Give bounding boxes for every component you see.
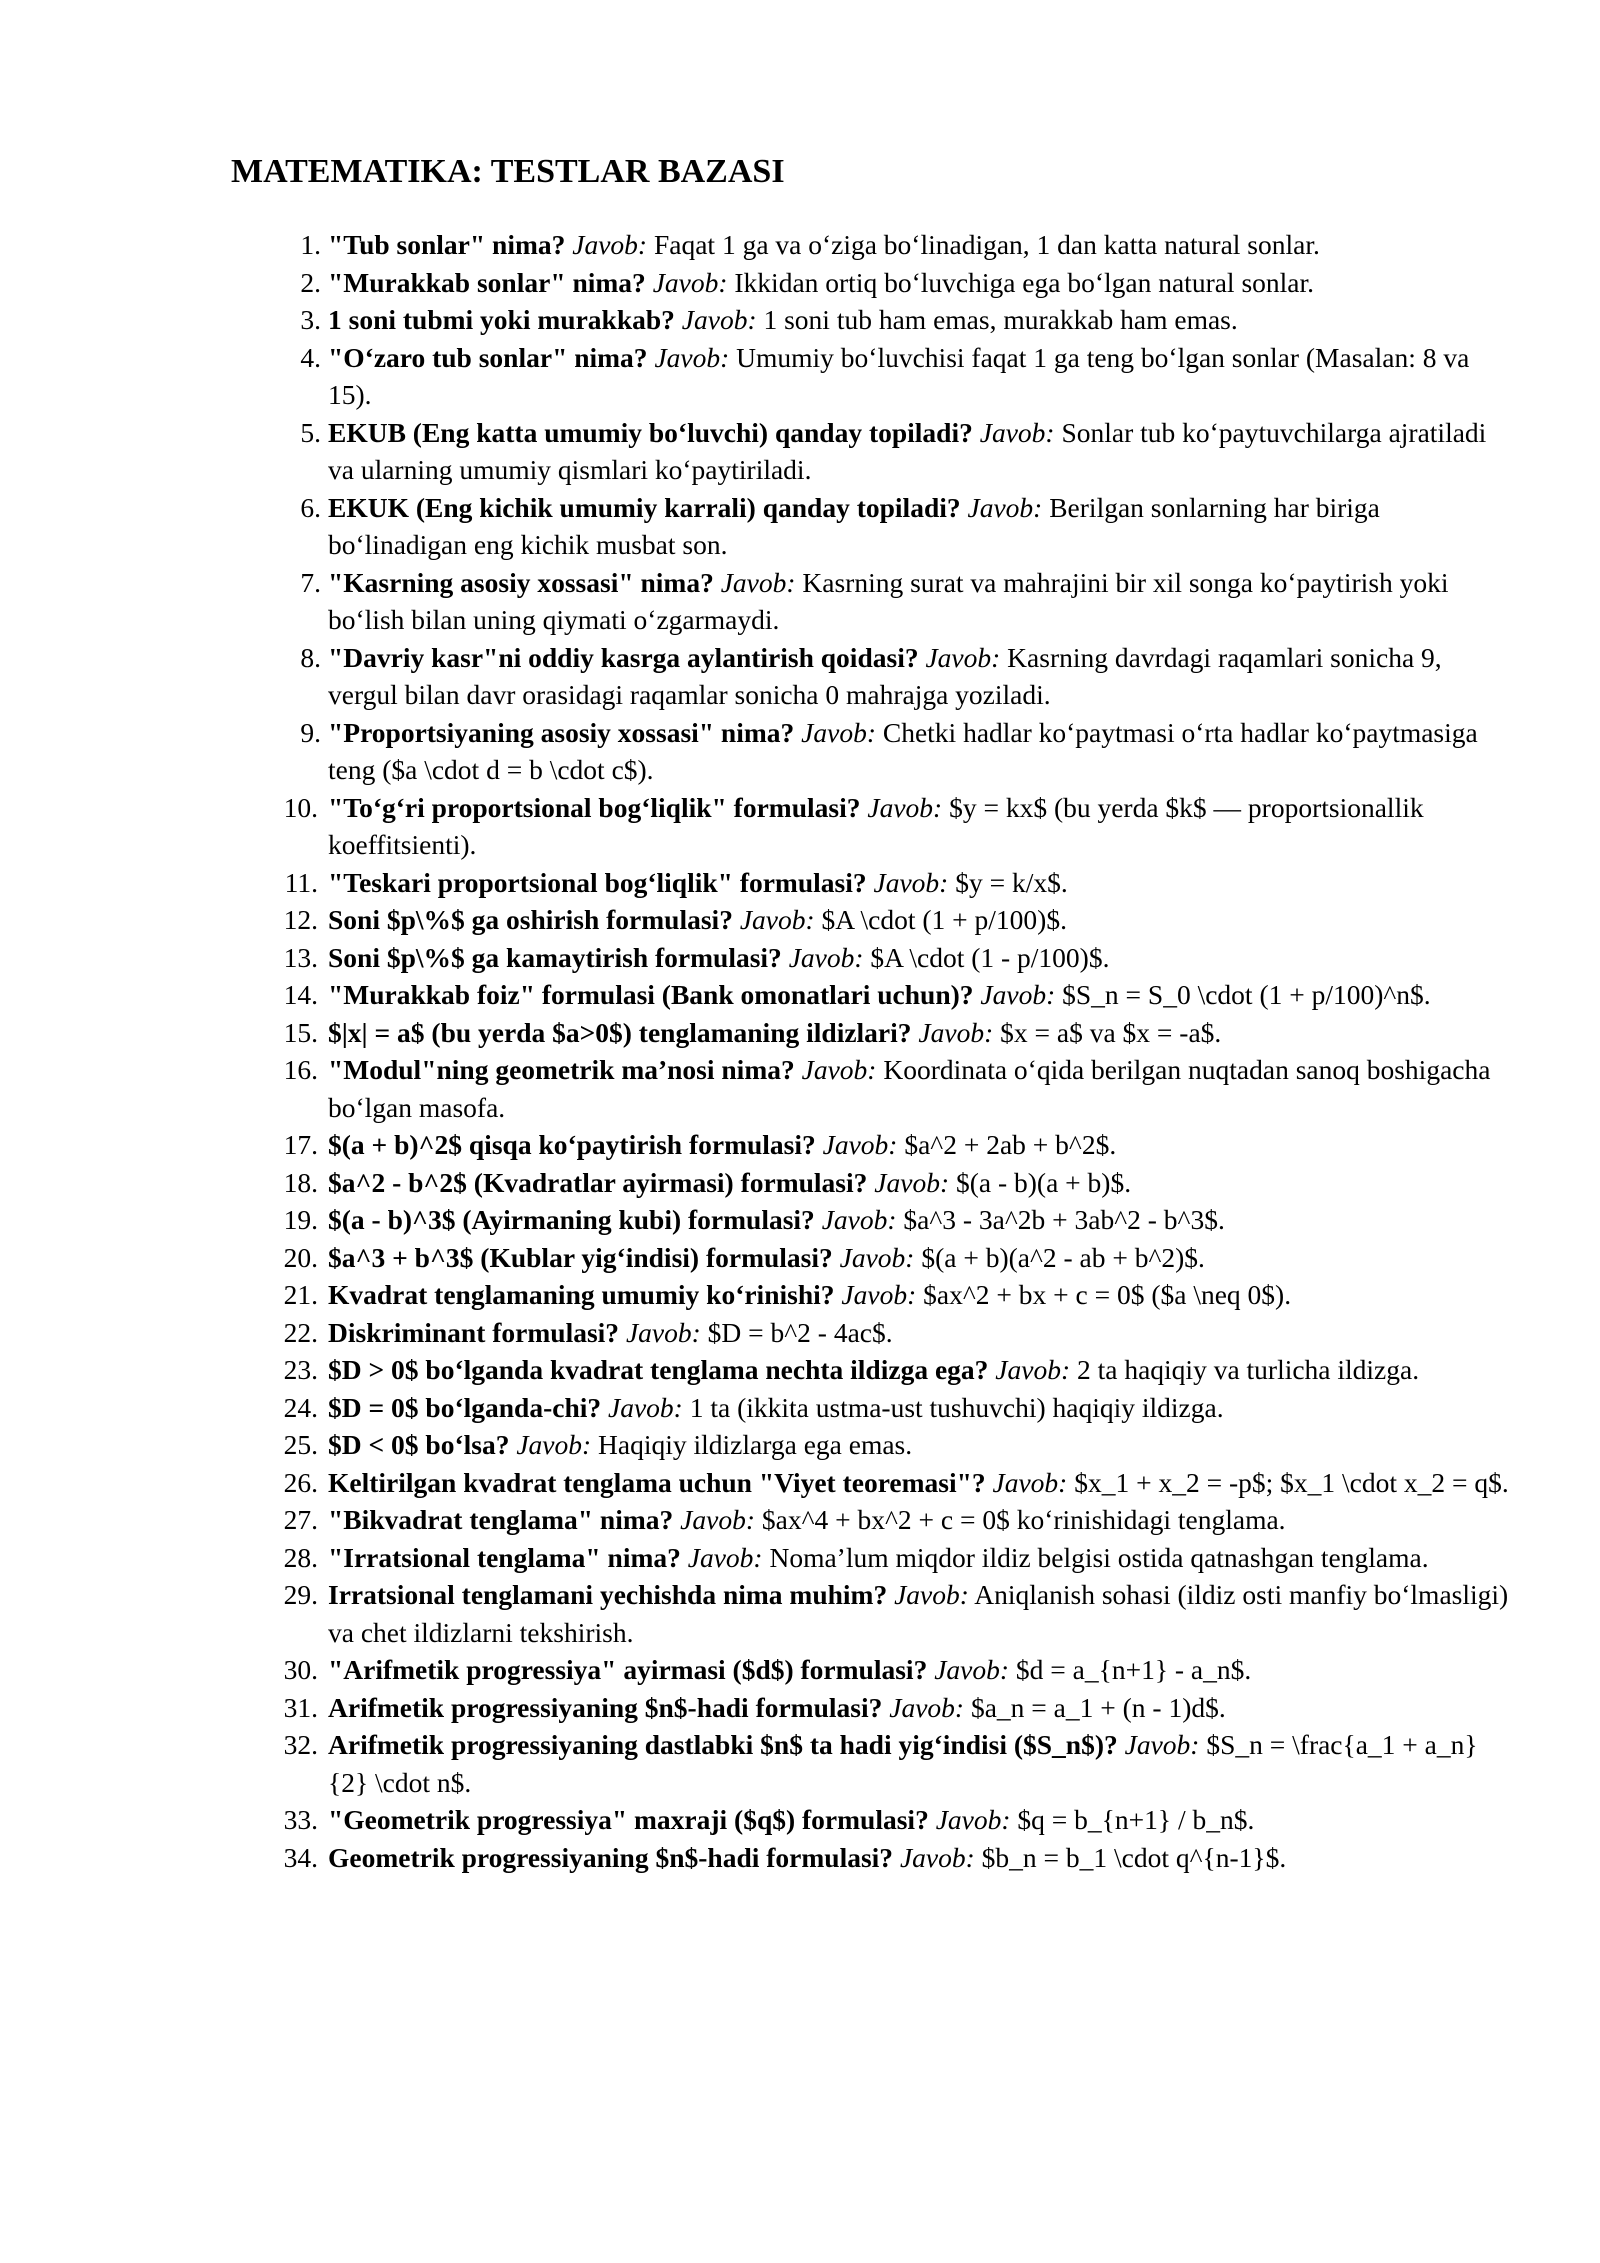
answer-text: Aniqlanish sohasi (ildiz osti manfiy bo‘lmasligi) va chet ildizlarni tekshirish. bbox=[328, 1579, 1509, 1648]
list-item bbox=[0, 639, 1513, 714]
answer-label: Javob: bbox=[652, 266, 728, 298]
list-item bbox=[0, 1389, 1513, 1427]
answer-text: $A \cdot (1 - p/100)$. bbox=[870, 941, 1110, 973]
list-item bbox=[0, 1539, 1513, 1577]
list-item bbox=[0, 301, 1513, 339]
list-item bbox=[0, 414, 1513, 489]
answer-label: Javob: bbox=[918, 1016, 994, 1048]
answer-label: Javob: bbox=[625, 1316, 701, 1348]
answer-text: $a^2 + 2ab + b^2$. bbox=[904, 1129, 1117, 1160]
list-item bbox=[0, 1351, 1513, 1389]
page-title: MATEMATIKA: TESTLAR BAZASI bbox=[231, 153, 785, 190]
list-item bbox=[0, 1576, 1513, 1651]
question-text: Geometrik progressiyaning $n$-hadi formulasi? bbox=[328, 1841, 894, 1873]
answer-text: $b_n = b_1 \cdot q^{n-1}$. bbox=[981, 1841, 1287, 1873]
item-number: 8. bbox=[300, 641, 321, 673]
question-text: "To‘g‘ri proportsional bog‘liqlik" formulasi? bbox=[328, 791, 861, 823]
item-number: 19. bbox=[283, 1204, 318, 1235]
item-number: 16. bbox=[283, 1054, 318, 1085]
answer-label: Javob: bbox=[821, 1204, 897, 1235]
answer-text: $S_n = S_0 \cdot (1 + p/100)^n$. bbox=[1062, 979, 1431, 1010]
item-number: 10. bbox=[283, 791, 318, 823]
question-text: "Murakkab sonlar" nima? bbox=[328, 266, 646, 298]
answer-text: Berilgan sonlarning har biriga bo‘linadigan eng kichik musbat son. bbox=[328, 491, 1380, 560]
question-text: $D = 0$ bo‘lganda-chi? bbox=[328, 1391, 602, 1423]
item-number: 25. bbox=[283, 1429, 318, 1460]
question-text: $D < 0$ bo‘lsa? bbox=[328, 1429, 510, 1460]
question-text: $a^3 + b^3$ (Kublar yig‘indisi) formulasi? bbox=[328, 1241, 833, 1273]
item-number: 5. bbox=[300, 416, 321, 448]
answer-label: Javob: bbox=[1124, 1729, 1200, 1760]
question-text: "Proportsiyaning asosiy xossasi" nima? bbox=[328, 716, 795, 748]
item-number: 20. bbox=[283, 1241, 318, 1273]
answer-text: Koordinata o‘qida berilgan nuqtadan sanoq boshigacha bo‘lgan masofa. bbox=[328, 1054, 1491, 1123]
answer-text: Sonlar tub ko‘paytuvchilarga ajratiladi va ularning umumiy qismlari ko‘paytiriladi. bbox=[328, 416, 1487, 485]
question-text: Soni $p\%$ ga oshirish formulasi? bbox=[328, 904, 733, 935]
item-number: 30. bbox=[283, 1654, 318, 1685]
answer-text: $d = a_{n+1} - a_n$. bbox=[1015, 1654, 1252, 1685]
question-text: $(a + b)^2$ qisqa ko‘paytirish formulasi? bbox=[328, 1129, 816, 1160]
answer-text: 1 ta (ikkita ustma-ust tushuvchi) haqiqiy ildizga. bbox=[689, 1391, 1224, 1423]
list-item bbox=[0, 789, 1513, 864]
item-number: 13. bbox=[283, 941, 318, 973]
answer-label: Javob: bbox=[680, 1504, 755, 1535]
list-item bbox=[0, 1801, 1513, 1839]
answer-text: $S_n = \frac{a_1 + a_n}{2} \cdot n$. bbox=[328, 1729, 1478, 1798]
question-text: "Bikvadrat tenglama" nima? bbox=[328, 1504, 674, 1535]
answer-label: Javob: bbox=[889, 1691, 965, 1723]
list-item bbox=[0, 1201, 1513, 1239]
answer-text: 2 ta haqiqiy va turlicha ildizga. bbox=[1076, 1354, 1420, 1385]
answer-label: Javob: bbox=[788, 941, 864, 973]
item-number: 32. bbox=[283, 1729, 318, 1760]
list-item bbox=[0, 1726, 1513, 1801]
question-text: EKUK (Eng kichik umumiy karrali) qanday topiladi? bbox=[328, 491, 961, 523]
answer-label: Javob: bbox=[967, 491, 1043, 523]
question-text: Arifmetik progressiyaning $n$-hadi formulasi? bbox=[328, 1691, 883, 1723]
answer-text: $A \cdot (1 + p/100)$. bbox=[821, 904, 1067, 935]
list-item bbox=[0, 1314, 1513, 1352]
list-item bbox=[0, 489, 1513, 564]
answer-label: Javob: bbox=[874, 1166, 950, 1198]
answer-text: $(a - b)(a + b)$. bbox=[955, 1166, 1132, 1198]
item-number: 27. bbox=[283, 1504, 318, 1535]
question-text: Soni $p\%$ ga kamaytirish formulasi? bbox=[328, 941, 782, 973]
list-item bbox=[0, 901, 1513, 939]
list-item bbox=[0, 1426, 1513, 1464]
answer-label: Javob: bbox=[687, 1541, 763, 1573]
answer-text: $y = k/x$. bbox=[955, 866, 1068, 898]
list-item bbox=[0, 226, 1513, 264]
answer-label: Javob: bbox=[995, 1354, 1071, 1385]
list-item bbox=[0, 1164, 1513, 1202]
answer-label: Javob: bbox=[739, 904, 815, 935]
list-item bbox=[0, 1839, 1513, 1877]
question-list bbox=[0, 226, 1600, 1876]
question-text: "Arifmetik progressiya" ayirmasi ($d$) formulasi? bbox=[328, 1654, 928, 1685]
answer-text: $ax^2 + bx + c = 0$ ($a \neq 0$). bbox=[923, 1279, 1292, 1310]
answer-text: $(a + b)(a^2 - ab + b^2)$. bbox=[921, 1241, 1205, 1273]
question-text: "Teskari proportsional bog‘liqlik" formulasi? bbox=[328, 866, 867, 898]
list-item bbox=[0, 1014, 1513, 1052]
answer-text: Haqiqiy ildizlarga ega emas. bbox=[598, 1429, 913, 1460]
answer-text: $x_1 + x_2 = -p$; $x_1 \cdot x_2 = q$. bbox=[1074, 1466, 1509, 1498]
answer-label: Javob: bbox=[654, 341, 730, 373]
item-number: 11. bbox=[284, 866, 318, 898]
item-number: 18. bbox=[283, 1166, 318, 1198]
answer-label: Javob: bbox=[608, 1391, 683, 1423]
answer-label: Javob: bbox=[935, 1804, 1011, 1835]
list-item bbox=[0, 1239, 1513, 1277]
answer-label: Javob: bbox=[516, 1429, 592, 1460]
item-number: 21. bbox=[283, 1279, 318, 1310]
answer-text: $x = a$ va $x = -a$. bbox=[1000, 1016, 1222, 1048]
item-number: 29. bbox=[283, 1579, 318, 1610]
question-text: Kvadrat tenglamaning umumiy ko‘rinishi? bbox=[328, 1279, 835, 1310]
question-text: "O‘zaro tub sonlar" nima? bbox=[328, 341, 648, 373]
list-item bbox=[0, 339, 1513, 414]
list-item bbox=[0, 1689, 1513, 1727]
item-number: 23. bbox=[283, 1354, 318, 1385]
question-text: Keltirilgan kvadrat tenglama uchun "Viyet teoremasi"? bbox=[328, 1466, 986, 1498]
list-item bbox=[0, 1651, 1513, 1689]
answer-text: $D = b^2 - 4ac$. bbox=[707, 1316, 893, 1348]
list-item bbox=[0, 1464, 1513, 1502]
answer-label: Javob: bbox=[925, 641, 1001, 673]
question-text: $(a - b)^3$ (Ayirmaning kubi) formulasi? bbox=[328, 1204, 815, 1235]
item-number: 22. bbox=[283, 1316, 318, 1348]
answer-text: Kasrning surat va mahrajini bir xil songa ko‘paytirish yoki bo‘lish bilan uning qiymati o‘zgarmaydi. bbox=[328, 566, 1449, 635]
item-number: 9. bbox=[300, 716, 321, 748]
list-item bbox=[0, 976, 1513, 1014]
question-text: Irratsional tenglamani yechishda nima muhim? bbox=[328, 1579, 888, 1610]
item-number: 3. bbox=[300, 304, 321, 335]
answer-label: Javob: bbox=[980, 979, 1056, 1010]
question-text: "Kasrning asosiy xossasi" nima? bbox=[328, 566, 714, 598]
answer-label: Javob: bbox=[801, 1054, 877, 1085]
answer-text: $q = b_{n+1} / b_n$. bbox=[1017, 1804, 1255, 1835]
answer-label: Javob: bbox=[867, 791, 943, 823]
list-item bbox=[0, 939, 1513, 977]
answer-label: Javob: bbox=[839, 1241, 915, 1273]
answer-label: Javob: bbox=[681, 304, 757, 335]
question-text: $a^2 - b^2$ (Kvadratlar ayirmasi) formulasi? bbox=[328, 1166, 868, 1198]
question-text: Arifmetik progressiyaning dastlabki $n$ ta hadi yig‘indisi ($S_n$)? bbox=[328, 1729, 1118, 1760]
item-number: 6. bbox=[300, 491, 321, 523]
item-number: 4. bbox=[300, 341, 321, 373]
answer-label: Javob: bbox=[894, 1579, 969, 1610]
item-number: 1. bbox=[300, 229, 321, 260]
question-text: "Davriy kasr"ni oddiy kasrga aylantirish qoidasi? bbox=[328, 641, 919, 673]
answer-label: Javob: bbox=[572, 229, 648, 260]
answer-text: $a^3 - 3a^2b + 3ab^2 - b^3$. bbox=[903, 1204, 1225, 1235]
item-number: 12. bbox=[283, 904, 318, 935]
question-text: 1 soni tubmi yoki murakkab? bbox=[328, 304, 675, 335]
item-number: 7. bbox=[300, 566, 321, 598]
answer-text: $y = kx$ (bu yerda $k$ — proportsionallik koeffitsienti). bbox=[328, 791, 1424, 860]
answer-label: Javob: bbox=[992, 1466, 1068, 1498]
list-item bbox=[0, 714, 1513, 789]
answer-label: Javob: bbox=[899, 1841, 975, 1873]
answer-label: Javob: bbox=[873, 866, 949, 898]
item-number: 24. bbox=[283, 1391, 318, 1423]
answer-text: Ikkidan ortiq bo‘luvchiga ega bo‘lgan natural sonlar. bbox=[734, 266, 1315, 298]
list-item bbox=[0, 1126, 1513, 1164]
question-text: "Modul"ning geometrik ma’nosi nima? bbox=[328, 1054, 795, 1085]
item-number: 14. bbox=[283, 979, 318, 1010]
item-number: 28. bbox=[283, 1541, 318, 1573]
question-text: $D > 0$ bo‘lganda kvadrat tenglama nechta ildizga ega? bbox=[328, 1354, 989, 1385]
answer-label: Javob: bbox=[979, 416, 1055, 448]
answer-label: Javob: bbox=[720, 566, 796, 598]
answer-text: Kasrning davrdagi raqamlari sonicha 9, vergul bilan davr orasidagi raqamlar sonicha 0 mahrajga yoziladi. bbox=[328, 641, 1442, 710]
answer-label: Javob: bbox=[934, 1654, 1010, 1685]
question-text: $|x| = a$ (bu yerda $a>0$) tenglamaning ildizlari? bbox=[328, 1016, 912, 1048]
question-text: Diskriminant formulasi? bbox=[328, 1316, 620, 1348]
answer-label: Javob: bbox=[801, 716, 876, 748]
item-number: 31. bbox=[283, 1691, 318, 1723]
answer-text: Umumiy bo‘luvchisi faqat 1 ga teng bo‘lgan sonlar (Masalan: 8 va 15). bbox=[328, 341, 1470, 410]
question-text: "Irratsional tenglama" nima? bbox=[328, 1541, 681, 1573]
question-text: "Murakkab foiz" formulasi (Bank omonatlari uchun)? bbox=[328, 979, 974, 1010]
question-text: "Tub sonlar" nima? bbox=[328, 229, 566, 260]
question-text: EKUB (Eng katta umumiy bo‘luvchi) qanday topiladi? bbox=[328, 416, 973, 448]
list-item bbox=[0, 1276, 1513, 1314]
answer-label: Javob: bbox=[822, 1129, 898, 1160]
answer-label: Javob: bbox=[841, 1279, 917, 1310]
item-number: 33. bbox=[283, 1804, 318, 1835]
item-number: 15. bbox=[283, 1016, 318, 1048]
answer-text: $ax^4 + bx^2 + c = 0$ ko‘rinishidagi tenglama. bbox=[761, 1504, 1286, 1535]
answer-text: 1 soni tub ham emas, murakkab ham emas. bbox=[763, 304, 1238, 335]
item-number: 26. bbox=[283, 1466, 318, 1498]
item-number: 2. bbox=[300, 266, 321, 298]
list-item bbox=[0, 564, 1513, 639]
list-item bbox=[0, 864, 1513, 902]
answer-text: Noma’lum miqdor ildiz belgisi ostida qatnashgan tenglama. bbox=[769, 1541, 1429, 1573]
list-item bbox=[0, 1051, 1513, 1126]
answer-text: $a_n = a_1 + (n - 1)d$. bbox=[970, 1691, 1226, 1723]
list-item bbox=[0, 1501, 1513, 1539]
list-item bbox=[0, 264, 1513, 302]
item-number: 17. bbox=[283, 1129, 318, 1160]
question-text: "Geometrik progressiya" maxraji ($q$) formulasi? bbox=[328, 1804, 929, 1835]
item-number: 34. bbox=[283, 1841, 318, 1873]
answer-text: Chetki hadlar ko‘paytmasi o‘rta hadlar ko‘paytmasiga teng ($a \cdot d = b \cdot c$). bbox=[328, 716, 1478, 785]
answer-text: Faqat 1 ga va o‘ziga bo‘linadigan, 1 dan katta natural sonlar. bbox=[653, 229, 1320, 260]
